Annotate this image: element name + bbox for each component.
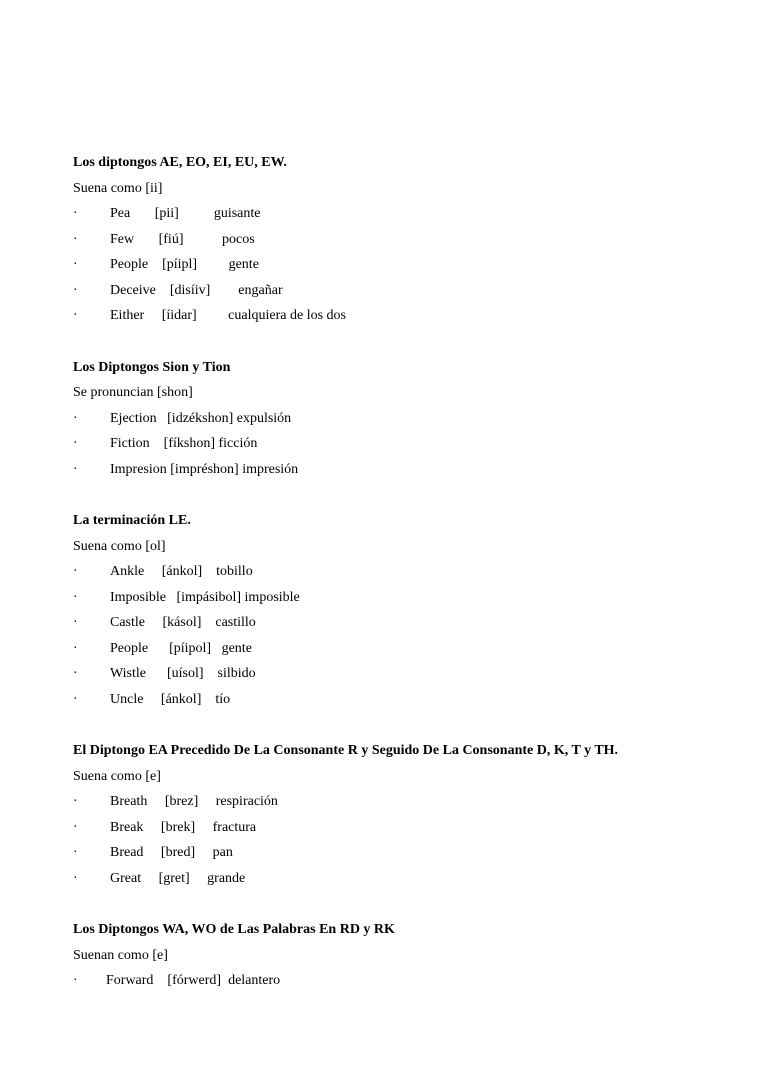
list-item bbox=[73, 968, 733, 994]
list-item bbox=[73, 303, 733, 329]
list-item-text: Great [gret] grande bbox=[110, 870, 246, 886]
bullet: · bbox=[73, 564, 78, 579]
bullet: · bbox=[73, 794, 78, 809]
list-item bbox=[73, 227, 733, 253]
section-subtitle: Se pronuncian [shon] bbox=[73, 385, 193, 400]
section-subtitle: Suena como [ol] bbox=[73, 538, 166, 554]
list-item bbox=[73, 431, 733, 457]
list-item bbox=[73, 278, 733, 304]
section-title: Los Diptongos Sion y Tion bbox=[73, 359, 231, 375]
list-item bbox=[73, 585, 733, 611]
bullet: · bbox=[73, 691, 78, 707]
bullet: · bbox=[73, 973, 78, 988]
list-item-text: Uncle [ánkol] tío bbox=[110, 691, 231, 707]
list-item-text: Imposible [impásibol] imposible bbox=[110, 589, 300, 605]
list-item bbox=[73, 252, 733, 278]
list-item-text: Ejection [idzékshon] expulsión bbox=[110, 410, 292, 426]
document-content bbox=[73, 150, 733, 1020]
bullet: · bbox=[73, 615, 78, 630]
list-item-text: Deceive [disíiv] engañar bbox=[110, 282, 283, 298]
section-title: Los diptongos AE, EO, EI, EU, EW. bbox=[73, 155, 287, 170]
bullet: · bbox=[73, 410, 78, 426]
section-title: Los Diptongos WA, WO de Las Palabras En RD y RK bbox=[73, 922, 395, 937]
bullet: · bbox=[73, 640, 78, 656]
list-item bbox=[73, 406, 733, 432]
bullet: · bbox=[73, 666, 78, 681]
list-item bbox=[73, 866, 733, 892]
list-item-text: Pea [pii] guisante bbox=[110, 206, 261, 221]
list-item bbox=[73, 610, 733, 636]
bullet: · bbox=[73, 589, 78, 605]
list-item bbox=[73, 636, 733, 662]
section-subtitle: Suena como [e] bbox=[73, 768, 161, 784]
list-item bbox=[73, 687, 733, 713]
bullet: · bbox=[73, 870, 78, 886]
list-item-text: People [píipol] gente bbox=[110, 640, 252, 656]
list-item-text: Few [fiú] pocos bbox=[110, 231, 255, 247]
list-item bbox=[73, 840, 733, 866]
bullet: · bbox=[73, 206, 78, 221]
list-item-text: Impresion [impréshon] impresión bbox=[110, 461, 299, 477]
bullet: · bbox=[73, 436, 78, 451]
list-item-text: Forward [fórwerd] delantero bbox=[106, 973, 281, 988]
bullet: · bbox=[73, 308, 78, 323]
list-item bbox=[73, 457, 733, 483]
list-item-text: Break [brek] fractura bbox=[110, 819, 257, 835]
bullet: · bbox=[73, 819, 78, 835]
section-diptongos-ae bbox=[73, 150, 733, 329]
list-item-text: Castle [kásol] castillo bbox=[110, 615, 256, 630]
list-item bbox=[73, 559, 733, 585]
list-item-text: People [píipl] gente bbox=[110, 257, 259, 272]
section-subtitle: Suena como [ii] bbox=[73, 180, 163, 196]
bullet: · bbox=[73, 231, 78, 247]
bullet: · bbox=[73, 282, 78, 298]
bullet: · bbox=[73, 257, 78, 272]
list-item-text: Ankle [ánkol] tobillo bbox=[110, 564, 253, 579]
section-diptongo-ea bbox=[73, 738, 733, 891]
list-item-text: Bread [bred] pan bbox=[110, 845, 233, 860]
section-title: El Diptongo EA Precedido De La Consonante R y Seguido De La Consonante D, K, T y TH. bbox=[73, 743, 619, 758]
section-diptongos-wa-wo bbox=[73, 917, 733, 994]
list-item-text: Either [íidar] cualquiera de los dos bbox=[110, 308, 346, 323]
list-item-text: Wistle [uísol] silbido bbox=[110, 666, 256, 681]
bullet: · bbox=[73, 845, 78, 860]
list-item-text: Fiction [fíkshon] ficción bbox=[110, 436, 258, 451]
list-item bbox=[73, 661, 733, 687]
list-item bbox=[73, 789, 733, 815]
bullet: · bbox=[73, 461, 78, 477]
section-title: La terminación LE. bbox=[73, 513, 191, 528]
section-sion-tion bbox=[73, 355, 733, 483]
section-terminacion-le bbox=[73, 508, 733, 712]
list-item-text: Breath [brez] respiración bbox=[110, 794, 278, 809]
section-subtitle: Suenan como [e] bbox=[73, 947, 168, 963]
list-item bbox=[73, 815, 733, 841]
list-item bbox=[73, 201, 733, 227]
